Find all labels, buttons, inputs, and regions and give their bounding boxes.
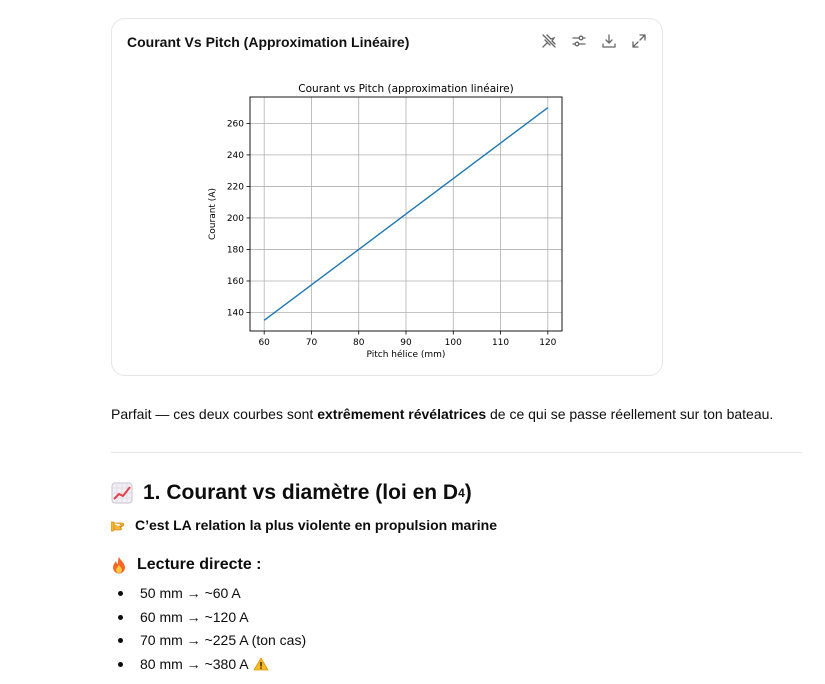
intro-paragraph bbox=[111, 406, 773, 422]
divider bbox=[111, 452, 802, 453]
x-tick-label: 60 bbox=[258, 338, 270, 348]
sub-heading bbox=[111, 556, 261, 574]
x-axis-label: Pitch hélice (mm) bbox=[366, 350, 446, 360]
y-tick-label: 220 bbox=[226, 182, 244, 193]
list-item: 70 mm → ~225 A (ton cas) bbox=[111, 629, 306, 653]
fire-icon bbox=[111, 556, 127, 574]
x-tick-label: 110 bbox=[491, 338, 510, 348]
card-title: Courant Vs Pitch (Approximation Linéaire) bbox=[127, 34, 410, 50]
list-item: 50 mm → ~60 A bbox=[111, 582, 306, 606]
chart-title: Courant vs Pitch (approximation linéaire) bbox=[298, 83, 514, 95]
list-item bbox=[111, 653, 306, 677]
chart bbox=[112, 19, 664, 377]
y-tick-label: 260 bbox=[226, 119, 244, 130]
x-tick-label: 70 bbox=[305, 338, 318, 348]
heading-close: ) bbox=[464, 481, 472, 504]
list-item-text: 80 mm → ~380 A bbox=[140, 655, 249, 672]
list-item: 60 mm → ~120 A bbox=[111, 606, 306, 630]
chart-card bbox=[111, 18, 663, 376]
intro-text: Parfait — ces deux courbes sont bbox=[111, 406, 318, 422]
x-tick-label: 80 bbox=[353, 338, 365, 348]
key-point bbox=[111, 517, 497, 533]
x-tick-label: 120 bbox=[539, 338, 557, 348]
reading-list bbox=[111, 582, 306, 676]
x-tick-label: 90 bbox=[400, 338, 412, 348]
chart-increasing-icon bbox=[111, 482, 133, 504]
intro-bold: extrêmement révélatrices bbox=[317, 406, 487, 422]
y-tick-label: 140 bbox=[226, 308, 244, 319]
warning-icon bbox=[253, 655, 269, 677]
key-point-text: C’est LA relation la plus violente en propulsion marine bbox=[135, 517, 497, 533]
sub-heading-text: Lecture directe : bbox=[137, 556, 262, 573]
x-tick-label: 100 bbox=[444, 338, 462, 348]
section-heading-text: 1. Courant vs diamètre (loi en D bbox=[143, 481, 459, 504]
y-axis-label: Courant (A) bbox=[208, 188, 218, 240]
section-heading bbox=[111, 481, 472, 505]
y-tick-label: 160 bbox=[226, 277, 244, 288]
intro-text-end: de ce qui se passe réellement sur ton bateau. bbox=[486, 406, 774, 422]
y-tick-label: 180 bbox=[226, 245, 244, 256]
pointing-hand-icon bbox=[111, 517, 129, 533]
y-tick-label: 240 bbox=[226, 151, 244, 162]
y-tick-label: 200 bbox=[226, 214, 244, 225]
heading-exponent: 4 bbox=[458, 486, 465, 500]
